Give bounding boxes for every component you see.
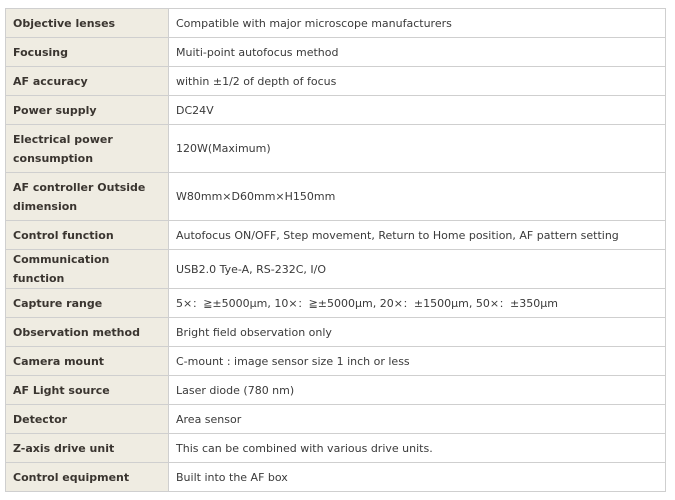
spec-value: within ±1/2 of depth of focus [169, 67, 666, 96]
spec-label: Control equipment [6, 463, 169, 492]
spec-label: Z-axis drive unit [6, 434, 169, 463]
spec-label: AF accuracy [6, 67, 169, 96]
spec-label: Power supply [6, 96, 169, 125]
table-row [6, 221, 666, 250]
spec-value: C-mount : image sensor size 1 inch or less [169, 347, 666, 376]
spec-value: 120W(Maximum) [169, 125, 666, 173]
table-row [6, 376, 666, 405]
table-row [6, 38, 666, 67]
spec-label: Communication function [6, 250, 169, 289]
spec-value: Compatible with major microscope manufacturers [169, 9, 666, 38]
spec-value: W80mm×D60mm×H150mm [169, 173, 666, 221]
table-row [6, 405, 666, 434]
spec-value: Muiti-point autofocus method [169, 38, 666, 67]
table-row [6, 463, 666, 492]
table-row [6, 347, 666, 376]
spec-label: Camera mount [6, 347, 169, 376]
spec-label: Control function [6, 221, 169, 250]
table-row [6, 250, 666, 289]
spec-label: Focusing [6, 38, 169, 67]
spec-value: Autofocus ON/OFF, Step movement, Return to Home position, AF pattern setting [169, 221, 666, 250]
table-row [6, 67, 666, 96]
spec-value: Laser diode (780 nm) [169, 376, 666, 405]
table-row [6, 434, 666, 463]
spec-label: AF controller Outside dimension [6, 173, 169, 221]
spec-value: This can be combined with various drive units. [169, 434, 666, 463]
spec-value: Area sensor [169, 405, 666, 434]
table-row [6, 289, 666, 318]
table-row [6, 318, 666, 347]
table-row [6, 96, 666, 125]
spec-value: 5×：≧±5000μm, 10×：≧±5000μm, 20×：±1500μm, 50×：±350μm [169, 289, 666, 318]
spec-label: Detector [6, 405, 169, 434]
spec-label: Capture range [6, 289, 169, 318]
spec-label: AF Light source [6, 376, 169, 405]
table-row [6, 9, 666, 38]
spec-label: Objective lenses [6, 9, 169, 38]
spec-table [5, 8, 666, 492]
spec-value: Bright field observation only [169, 318, 666, 347]
spec-label: Electrical power consumption [6, 125, 169, 173]
spec-label: Observation method [6, 318, 169, 347]
spec-value: DC24V [169, 96, 666, 125]
table-row [6, 173, 666, 221]
table-row [6, 125, 666, 173]
spec-value: Built into the AF box [169, 463, 666, 492]
spec-value: USB2.0 Tye-A, RS-232C, I/O [169, 250, 666, 289]
